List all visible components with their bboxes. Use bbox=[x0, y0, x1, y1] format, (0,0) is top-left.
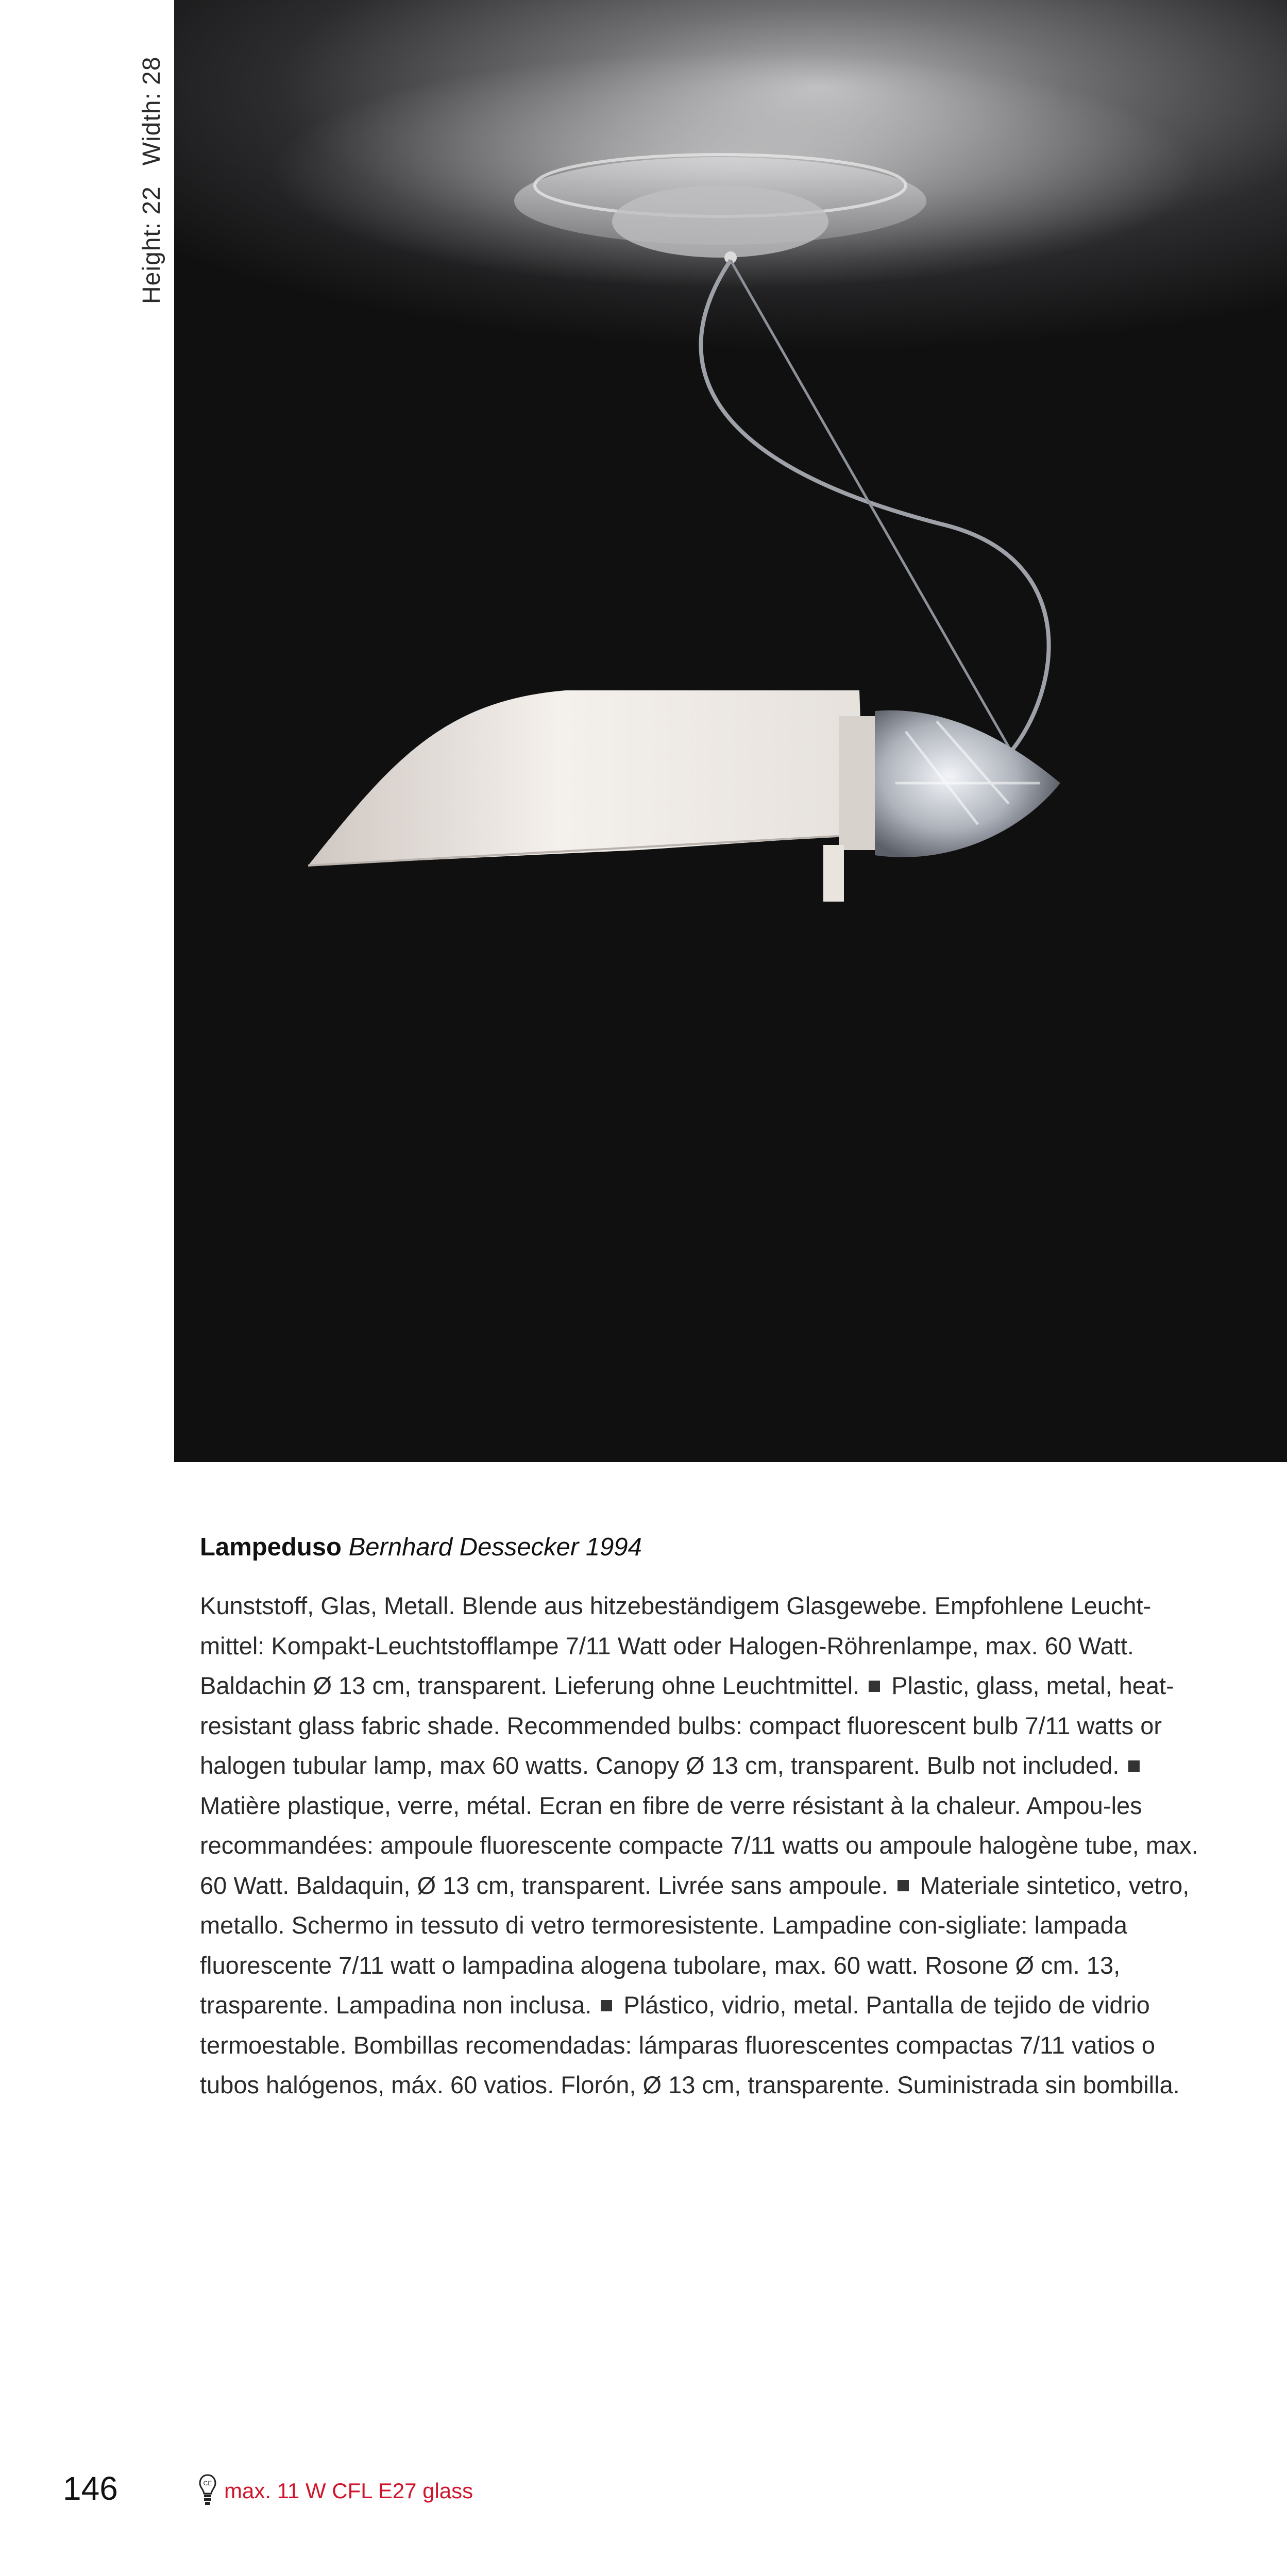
width-label: Width: 28 bbox=[138, 56, 165, 166]
description-fr: Matière plastique, verre, métal. Ecran en fibre de verre résistant à la chaleur. Ampou-les recommandées: ampoule fluorescente compacte 7/11 watts ou ampoule halogène tube, max. 60 Watt. Baldaquin, Ø 13 cm, transparent. Livrée sans ampoule. bbox=[200, 1791, 1198, 1899]
light-bulb-icon bbox=[198, 2473, 217, 2509]
description-de: Kunststoff, Glas, Metall. Blende aus hitzebeständigem Glasgewebe. Empfohlene Leucht-mittel: Kompakt-Leuchtstofflampe 7/11 Watt oder Halogen-Röhrenlampe, max. 60 Watt. Baldachin Ø 13 cm, transparent. Lieferung ohne Leuchtmittel. bbox=[200, 1592, 1151, 1699]
height-label: Height: 22 bbox=[138, 186, 165, 304]
product-designer: Bernhard Dessecker 1994 bbox=[348, 1533, 642, 1561]
description-it: Materiale sintetico, vetro, metallo. Schermo in tessuto di vetro termoresistente. Lampadine con-sigliate: lampada fluorescente 7/11 watt o lampadina alogena tubolare, max. 60 watt. Rosone Ø cm. 13, trasparente. Lampadina non inclusa. bbox=[200, 1871, 1190, 2019]
description-es: Plástico, vidrio, metal. Pantalla de tejido de vidrio termoestable. Bombillas recomendadas: lámparas fluorescentes compactas 7/11 vatios o tubos halógenos, máx. 60 vatios. Florón, Ø 13 cm, transparente. Suministrada sin bombilla. bbox=[200, 1991, 1180, 2098]
dimensions-label bbox=[124, 36, 180, 304]
bulb-spec bbox=[198, 2473, 473, 2509]
separator-square-icon bbox=[869, 1681, 880, 1692]
product-photo bbox=[174, 0, 1287, 1462]
dimensions-text bbox=[124, 56, 180, 304]
pendant-lamp-image bbox=[174, 0, 1287, 1462]
product-name: Lampeduso bbox=[200, 1533, 342, 1561]
description-en: Plastic, glass, metal, heat-resistant glass fabric shade. Recommended bulbs: compact fluorescent bulb 7/11 watts or halogen tubular lamp, max 60 watts. Canopy Ø 13 cm, transparent. Bulb not included. bbox=[200, 1672, 1174, 1779]
separator-square-icon bbox=[1128, 1760, 1140, 1772]
page-number: 146 bbox=[63, 2470, 118, 2507]
separator-square-icon bbox=[601, 2000, 612, 2011]
separator-square-icon bbox=[897, 1880, 909, 1891]
svg-text:CE: CE bbox=[203, 2480, 212, 2487]
bulb-spec-text: max. 11 W CFL E27 glass bbox=[224, 2479, 473, 2503]
product-description bbox=[200, 1586, 1210, 2105]
product-title bbox=[200, 1529, 1210, 1565]
product-caption bbox=[200, 1529, 1210, 2105]
